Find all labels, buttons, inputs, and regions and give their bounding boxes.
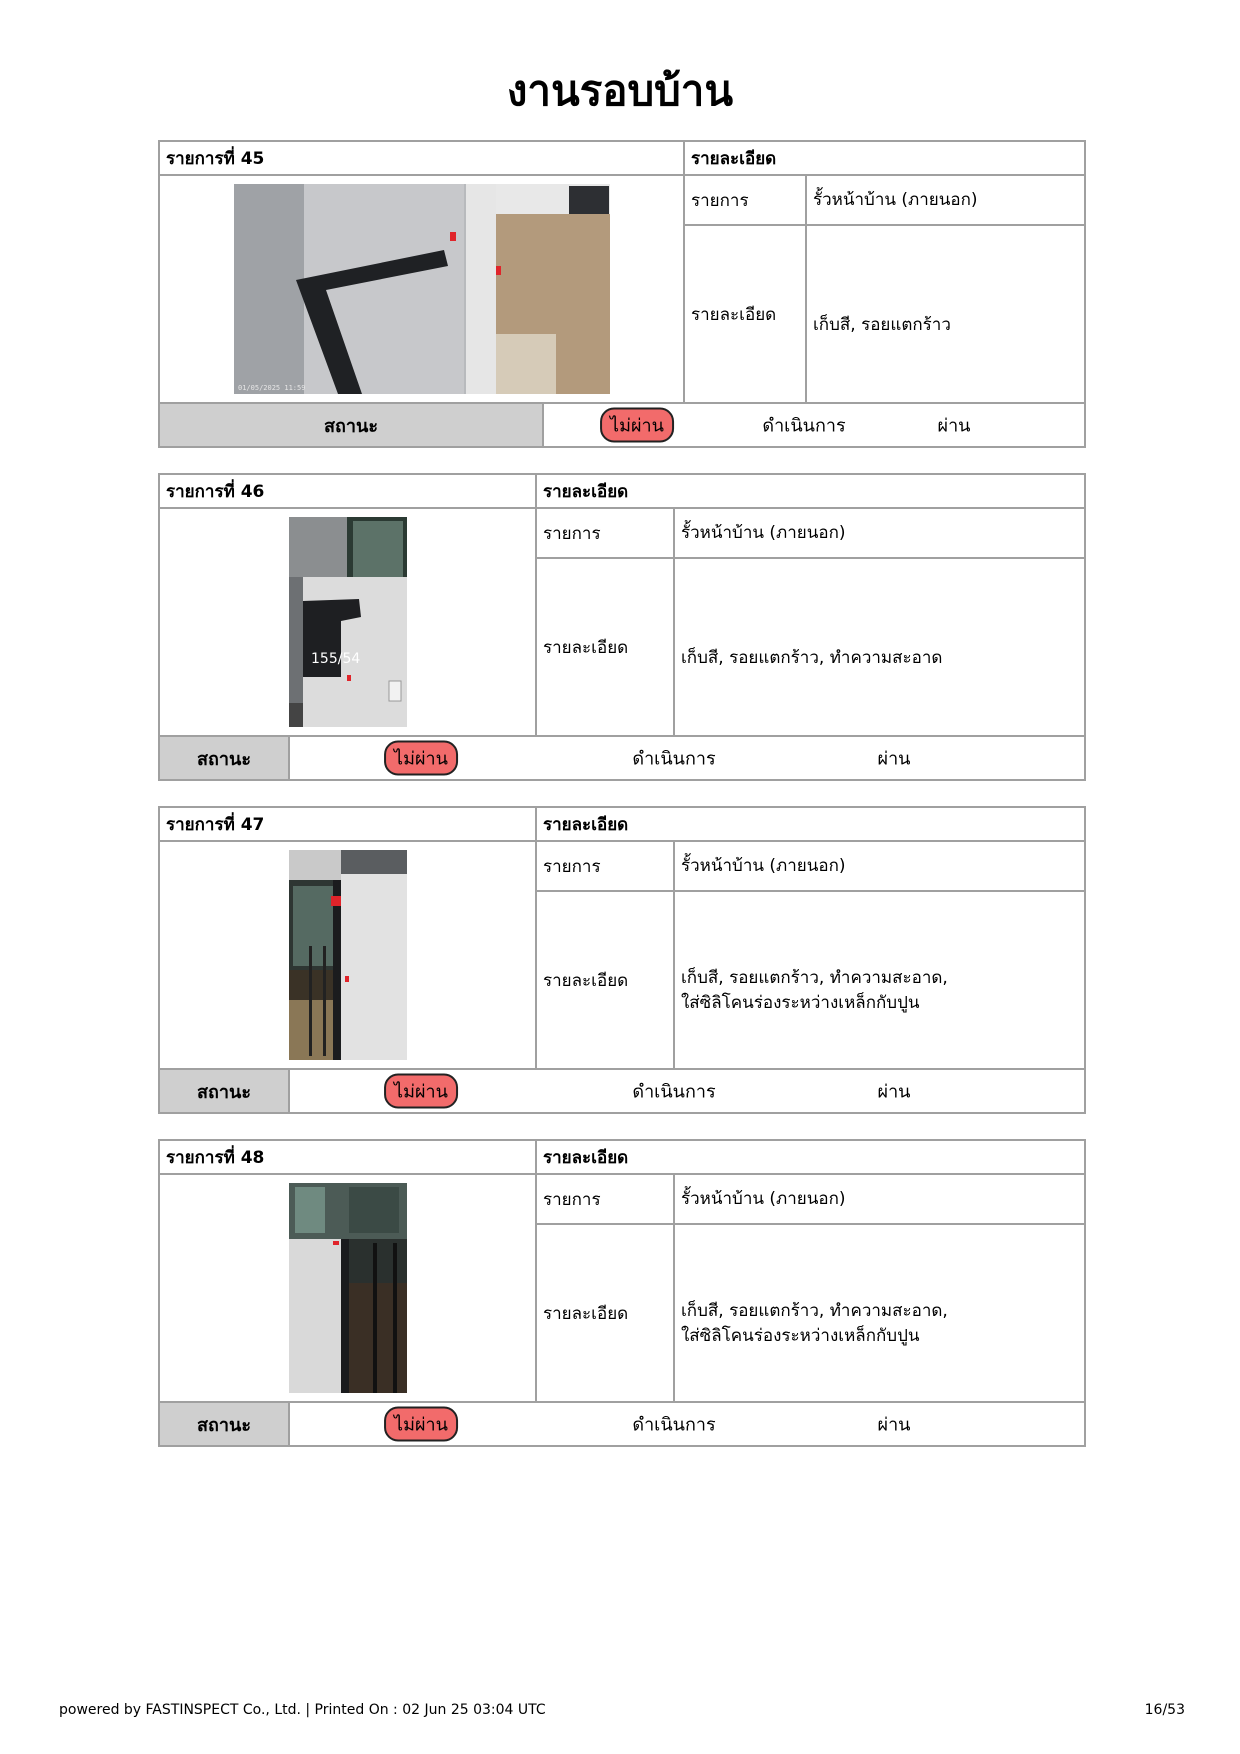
status-label: สถานะ — [160, 737, 290, 779]
detail-line: เก็บสี, รอยแตกร้าว — [813, 314, 951, 335]
detail-label: รายละเอียด — [685, 226, 807, 402]
inspection-item-47 — [158, 806, 1086, 1114]
detail-line: ใส่ซิลิโคนร่องระหว่างเหล็กกับปูน — [681, 993, 920, 1013]
status-option-fail[interactable]: ไม่ผ่าน — [384, 1074, 458, 1109]
item-row — [537, 509, 1084, 557]
status-row — [160, 1070, 1084, 1112]
item-header — [160, 808, 1084, 842]
photo-cell — [160, 509, 537, 735]
house-number: 155/54 — [310, 651, 360, 667]
status-row — [160, 404, 1084, 446]
item-label: รายการ — [537, 1175, 675, 1223]
detail-value — [675, 559, 1084, 735]
page-title: งานรอบบ้าน — [506, 66, 734, 115]
item-row — [537, 1175, 1084, 1223]
status-row — [160, 737, 1084, 779]
detail-row — [537, 557, 1084, 735]
detail-line: เก็บสี, รอยแตกร้าว, ทำความสะอาด, — [681, 1301, 948, 1321]
footer-printed-info: powered by FASTINSPECT Co., Ltd. | Printed On : 02 Jun 25 03:04 UTC — [59, 1702, 546, 1718]
detail-row — [537, 890, 1084, 1068]
item-row — [685, 176, 1084, 224]
status-option-pass[interactable]: ผ่าน — [877, 1081, 911, 1103]
item-label: รายการ — [537, 509, 675, 557]
photo-cell — [160, 176, 685, 402]
item-body — [160, 176, 1084, 404]
inspection-photo[interactable] — [289, 517, 407, 727]
photo-cell — [160, 842, 537, 1068]
status-option-pass[interactable]: ผ่าน — [937, 415, 971, 437]
item-title: รายการที่ 45 — [160, 142, 685, 174]
detail-cell — [537, 1175, 1084, 1401]
detail-cell — [537, 509, 1084, 735]
detail-header: รายละเอียด — [543, 481, 629, 502]
photo-timestamp: 01/05/2025 11:59 — [237, 384, 305, 392]
item-title: รายการที่ 48 — [160, 1141, 537, 1173]
item-header — [160, 475, 1084, 509]
item-header — [160, 142, 1084, 176]
detail-value — [675, 1225, 1084, 1401]
detail-label: รายละเอียด — [537, 559, 675, 735]
detail-label: รายละเอียด — [537, 892, 675, 1068]
status-option-in-progress[interactable]: ดำเนินการ — [762, 415, 846, 437]
status-label: สถานะ — [160, 1403, 290, 1445]
item-header — [160, 1141, 1084, 1175]
status-options — [544, 404, 1084, 446]
status-label: สถานะ — [160, 404, 544, 446]
status-label: สถานะ — [160, 1070, 290, 1112]
status-option-in-progress[interactable]: ดำเนินการ — [632, 1414, 716, 1436]
status-option-in-progress[interactable]: ดำเนินการ — [632, 1081, 716, 1103]
status-option-fail[interactable]: ไม่ผ่าน — [600, 408, 674, 443]
status-row — [160, 1403, 1084, 1445]
status-option-pass[interactable]: ผ่าน — [877, 748, 911, 770]
footer-page-number: 16/53 — [1144, 1702, 1185, 1718]
detail-value — [675, 892, 1084, 1068]
status-options — [290, 737, 1084, 779]
inspection-item-45 — [158, 140, 1086, 448]
detail-cell — [685, 176, 1084, 402]
status-options — [290, 1403, 1084, 1445]
status-option-fail[interactable]: ไม่ผ่าน — [384, 1407, 458, 1442]
inspection-photo[interactable] — [289, 1183, 407, 1393]
detail-header: รายละเอียด — [691, 148, 777, 169]
item-value: รั้วหน้าบ้าน (ภายนอก) — [681, 1188, 846, 1209]
detail-cell — [537, 842, 1084, 1068]
status-option-in-progress[interactable]: ดำเนินการ — [632, 748, 716, 770]
item-title: รายการที่ 46 — [160, 475, 537, 507]
detail-row — [685, 224, 1084, 402]
photo-cell — [160, 1175, 537, 1401]
item-value: รั้วหน้าบ้าน (ภายนอก) — [681, 522, 846, 543]
item-label: รายการ — [537, 842, 675, 890]
status-option-pass[interactable]: ผ่าน — [877, 1414, 911, 1436]
detail-row — [537, 1223, 1084, 1401]
detail-line: เก็บสี, รอยแตกร้าว, ทำความสะอาด, — [681, 968, 948, 988]
item-body — [160, 842, 1084, 1070]
detail-line: ใส่ซิลิโคนร่องระหว่างเหล็กกับปูน — [681, 1326, 920, 1346]
inspection-photo[interactable] — [234, 184, 610, 394]
item-row — [537, 842, 1084, 890]
inspection-item-48 — [158, 1139, 1086, 1447]
item-body — [160, 509, 1084, 737]
inspection-item-46 — [158, 473, 1086, 781]
detail-header: รายละเอียด — [543, 814, 629, 835]
inspection-photo[interactable] — [289, 850, 407, 1060]
item-value: รั้วหน้าบ้าน (ภายนอก) — [813, 189, 978, 210]
item-title: รายการที่ 47 — [160, 808, 537, 840]
detail-line: เก็บสี, รอยแตกร้าว, ทำความสะอาด — [681, 647, 943, 668]
detail-value — [807, 226, 1084, 402]
item-value: รั้วหน้าบ้าน (ภายนอก) — [681, 855, 846, 876]
item-body — [160, 1175, 1084, 1403]
status-options — [290, 1070, 1084, 1112]
status-option-fail[interactable]: ไม่ผ่าน — [384, 741, 458, 776]
detail-header: รายละเอียด — [543, 1147, 629, 1168]
item-label: รายการ — [685, 176, 807, 224]
detail-label: รายละเอียด — [537, 1225, 675, 1401]
